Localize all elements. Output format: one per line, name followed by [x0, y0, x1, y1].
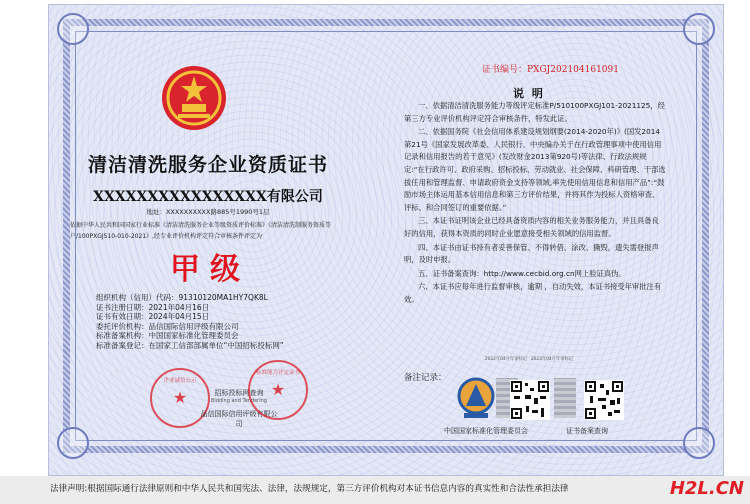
standardization-label: 中国国家标准化管理委员会 [444, 427, 528, 435]
qr-code-icon[interactable] [584, 380, 624, 420]
certificate-title: 清洁清洗服务企业资质证书 [87, 154, 328, 176]
standardization-logo-icon [456, 376, 496, 420]
explanation-title: 说 明 [513, 87, 545, 100]
info-org-code: 组织机构（信用）代码：91310120MA1HY7QK8L [96, 293, 268, 302]
explanation-item: 四、本证书由证书持有者妥善保管、不得转借、涂改、撕毁，遗失需登报声明，及时申报。 [404, 242, 659, 265]
explanation-list [404, 100, 666, 308]
info-register-date: 证书注册日期：2021年04月16日 [96, 302, 210, 312]
review-mark-icon [554, 378, 576, 418]
certification-basis: 依据中华人民共和国国家行业标准《清洁清洗服务企业等级资质评价标准》《清洁清洗制服务资质等户/100PXGJ510-010-2021》,经专业评价机构评定符合审核条件评定为 [70, 222, 332, 240]
explanation-item: 六、本证书应每年进行监督审核，逾期 ，自动失效，本证书接受年审批注有效。 [404, 282, 662, 304]
explanation-item: 一、依据清洁清洗服务能力等级评定标准P/510100PXGJ101-2021125，经第三方专业评价机构评定符合审核条件，特发此证。 [404, 101, 665, 123]
brand-text: H2L.CN [669, 478, 744, 499]
qualification-grade: 甲级 [170, 252, 250, 287]
qr-code-icon[interactable] [510, 380, 550, 420]
national-emblem-icon [154, 58, 234, 138]
corner-ornament-icon [57, 13, 89, 45]
site-watermark-logo [670, 478, 744, 499]
explanation-item: 五、证书备案查询：http://www.cecbid.org.cn网上验证真伪。 [418, 268, 626, 278]
query-subtitle: Bidding and Tendering [211, 398, 267, 404]
seal-star-icon: ★ [270, 380, 286, 399]
company-address: 地址：XXXXXXXXXX路885号1990号1层 [146, 208, 270, 216]
seal-text: 企业诚信公示 [163, 378, 197, 384]
query-title: 招标投标网查询 [214, 389, 264, 397]
query-company: 品信国际信用评级有限公司 [200, 410, 278, 428]
qr-query-label: 证书备案查询 [566, 427, 608, 435]
annual-review-caption: 2022年04月年审标记 [484, 357, 528, 362]
explanation-item: 二、依据国务院《社会信用体系建设规划纲要(2014-2020年)》(国发2014第21号《国家发展改革委、人民银行、中央编办关于在行政管理事项中使用信用记录和信用报告的若干意见》(发改财金2013第920号)等法律、行政法规规定:“在行政许可、政府采购、招标投标、劳动就业、社会保障、科研管理、干部选拔任用和管理监督、申请政府资金支持等领域,率先使用信用信息和信用产品”:“鼓励市场主体运用基本信用信息和第三方评价结果，并将其作为投标人资格审查、评标、和合同签订的重要依据。” [404, 127, 666, 212]
info-evaluator: 委托评价机构：品信国际信用评级有限公司 [96, 321, 239, 331]
certificate-info-list [96, 293, 336, 351]
seal-star-icon: ★ [172, 388, 188, 407]
company-name: XXXXXXXXXXXXXXXX有限公司 [93, 189, 323, 205]
remark-label: 备注记录： [404, 373, 447, 383]
info-valid-date: 证书有效日期：2024年04月15日 [96, 312, 210, 322]
corner-ornament-icon [683, 427, 715, 459]
info-registration: 标准备案登记：在国家工信部部属单位“中国招标投标网” [96, 340, 284, 350]
corner-ornament-icon [683, 13, 715, 45]
seal-text: 标准能力评定证书 [255, 370, 300, 376]
corner-ornament-icon [57, 427, 89, 459]
certificate-number: 证书编号：PXGJ202104161091 [482, 65, 619, 75]
explanation-item: 三、本证书证明该企业已经具备资质内容的相关业务服务能力，并且具备良好的信用，获得本资质的同时企业愿意接受相关领域的信用监督。 [404, 216, 659, 238]
legal-statement: 法律声明:根据国际通行法律原则和中华人民共和国宪法、法律，法规规定，第三方评价机构对本证书信息内容的真实性和合法性承担法律 [50, 484, 569, 494]
info-standard-agency: 标准备案机构：中国国家标准化管理委员会 [96, 331, 239, 341]
official-seal-icon [248, 360, 308, 420]
annual-review-caption: 2023年04月年审标记 [530, 357, 574, 362]
